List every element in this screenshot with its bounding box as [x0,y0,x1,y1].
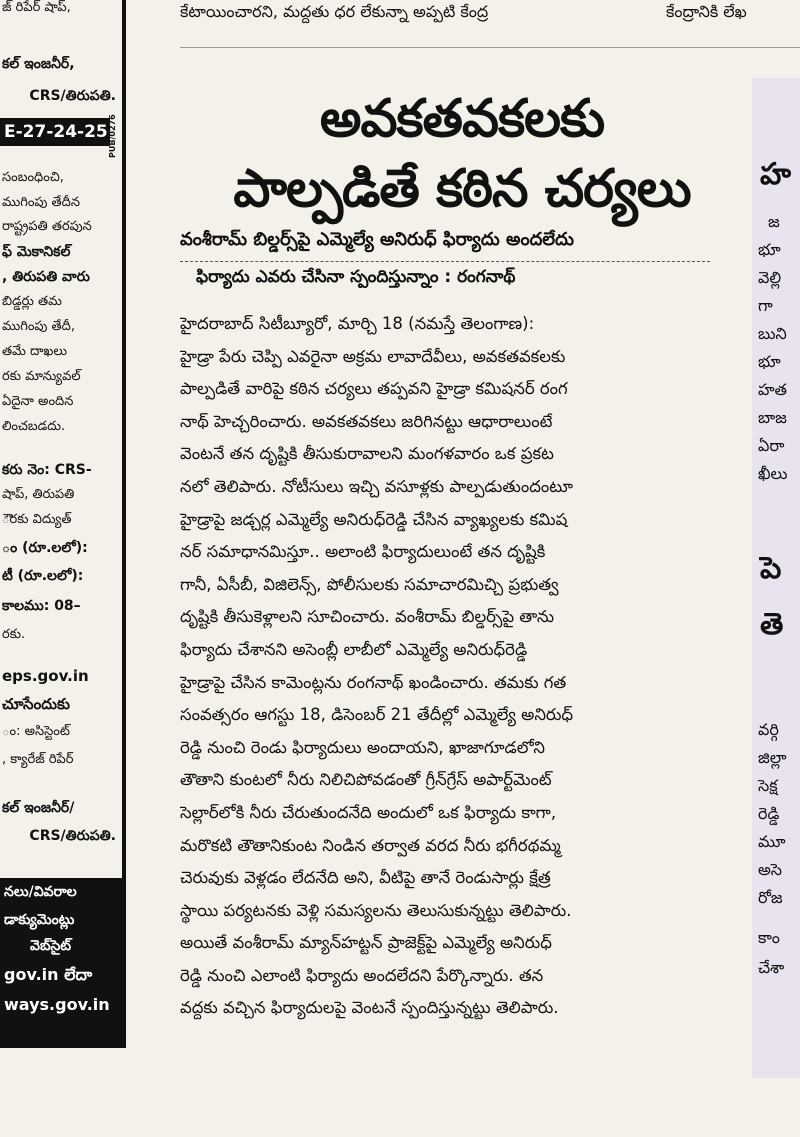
body-line: హైదరాబాద్ సిటీబ్యూరో, మార్చి 18 (నమస్తే తెలంగాణ): [180,314,535,333]
strip-text-left: కేటాయించారని, మద్దతు ధర లేకున్నా అప్పటి కేంద్ర [180,2,489,21]
body-line: మరొకటి తౌతానికుంట నిండిన తర్వాత వరద నీరు భగీరథమ్మ [180,835,561,855]
body-line: గానీ, ఏసీబీ, విజిలెన్స్, పోలీసులకు సమాచారమిచ్చి ప్రభుత్వ [180,574,559,594]
subheadline: వంశీరామ్ బిల్డర్స్‌పై ఎమ్మెల్యే అనిరుధ్ ఫిర్యాదు అందలేదు [180,229,574,250]
adjacent-line: రోజ [758,888,783,907]
body-line: రెడ్డి నుంచి ఎలాంటి ఫిర్యాదు అందలేదని పేర్కొన్నారు. తన [180,965,544,985]
notice-line: సంబంధించి, [2,170,64,185]
adjacent-line: ఏరా [758,436,785,455]
notice-line: కల్ ఇంజనీర్/ [2,800,75,816]
adjacent-line: జిల్లా [758,748,787,767]
quote-line: ఫిర్యాదు ఎవరు చేసినా స్పందిస్తున్నాం : రంగనాథ్ [196,267,516,287]
adjacent-line: హత [758,380,787,399]
body-line: ఫిర్యాదు చేశానని అసెంబ్లీ లాబీలో ఎమ్మెల్యే అనిరుధ్‌రెడ్డి [180,639,528,659]
headline-line-2: పాల్పడితే కఠిన చర్యలు [233,159,691,219]
body-line: సెల్లార్‌లోకి నీరు చేరుతుందనేది అందులో ఒక ఫిర్యాదు కాగా, [180,802,557,822]
strip-text-right: కేంద్రానికి లేఖ [666,2,747,21]
adjacent-line: వెల్లి [758,268,782,287]
adjacent-line: వర్గి [758,720,779,739]
body-line: నలో తెలిపారు. నోటీసులు ఇచ్చి వసూళ్లకు పాల్పడుతుందంటూ [180,476,574,496]
notice-line: , తిరుపతి వారు [2,269,90,285]
notice-line: ం: అసిస్టెంట్ [2,724,70,739]
adjacent-line: చేశా [758,958,785,977]
notice-line: రకు మాన్యువల్ [2,369,81,384]
notice-line: ం (రూ.లలో): [2,540,88,556]
adjacent-line: బుని [758,324,787,343]
adjacent-line: బాజ [758,408,787,427]
tender-notice-column [0,0,126,1048]
notice-line: కాలము: 08– [2,598,81,614]
adjacent-line: అసె [758,860,783,879]
top-divider [180,47,800,48]
body-line: నర్ సమాధానమిస్తూ.. అలాంటి ఫిర్యాదులుంటే తన దృష్టికి [180,542,546,562]
body-line: స్థాయి పర్యటనకు వెళ్లి సమస్యలను తెలుసుకున్నట్టు తెలిపారు. [180,900,572,920]
adjacent-line: ఖీలు [758,464,788,483]
body-line: రెడ్డి నుంచి రెండు ఫిర్యాదులు అందాయని, ఖాజాగూడలోని [180,737,545,757]
adjacent-line: భూ [758,352,781,371]
headline-line-1: అవకతవకలకు [319,89,605,149]
notice-line: CRS/తిరుపతి. [29,828,116,844]
notice-line: రాష్ట్రపతి తరపున [2,219,92,234]
body-line: పాల్పడితే వారిపై కఠిన చర్యలు తప్పవని హైడ్రా కమిషనర్ రంగ [180,379,568,399]
subhead-divider [180,261,710,262]
footer-line: నలు/వివరాల [4,884,77,900]
footer-line: డాక్యుమెంట్లు [4,912,75,928]
notice-footer-box [0,878,122,1048]
body-line: తౌతాని కుంటలో నీరు నిలిచిపోవడంతో గ్రీన్‌గ్రేస్ అపార్ట్‌మెంట్ [180,770,552,790]
notice-line: , క్యారేజ్ రిపేర్ [2,752,74,767]
body-line: నాథ్ హెచ్చరించారు. అవకతవకలు జరిగినట్టు ఆధారాలుంటే [180,411,553,431]
notice-line: ముగింపు తేదీ, [2,319,75,334]
notice-line: ౌరకు విద్యుత్ [2,512,72,527]
notice-line: ఏదైనా అందిన [2,394,74,409]
adjacent-line: రెడ్డి [758,804,780,823]
notice-line: రకు. [2,627,26,642]
body-line: వెంటనే తన దృష్టికి తీసుకురావాలని మంగళవారం ఒక ప్రకట [180,444,554,464]
adjacent-line: తె [760,607,784,642]
notice-line: లించబడదు. [2,419,66,434]
adjacent-line: గా [758,296,773,315]
adjacent-line: కాం [758,928,780,947]
notice-line: జ్ రిపేర్ షాప్, [2,0,71,15]
body-line: హైడ్రాపై చేసిన కామెంట్లను రంగనాథ్ ఖండించారు. తమకు గత [180,672,567,692]
notice-line: eps.gov.in [2,667,89,685]
adjacent-line: హ [760,157,791,192]
adjacent-story-column [752,78,800,1078]
body-line: అయితే వంశీరామ్ మ్యాన్‌హట్టన్ ప్రాజెక్ట్‌పై ఎమ్మెల్యే అనిరుధ్ [180,933,552,953]
adjacent-line: పె [760,551,782,586]
notice-line: కరు నెం: CRS- [2,462,92,478]
footer-line: gov.in లేదా [4,965,93,984]
body-line: హైడ్రాపై జడ్చర్ల ఎమ్మెల్యే అనిరుధ్‌రెడ్డి చేసిన వ్యాఖ్యలకు కమిష [180,509,568,529]
notice-line: టీ (రూ.లలో): [2,568,84,584]
article-body [180,308,715,1025]
notice-line: చూసేందుకు [2,695,70,713]
adjacent-line: భూ [758,240,781,259]
notice-line: కల్ ఇంజనీర్, [2,56,75,72]
body-line: హైడ్రా పేరు చెప్పి ఎవరైనా అక్రమ లావాదేవీలు, అవకతవకలకు [180,346,566,366]
body-line: దృష్టికి తీసుకెళ్లాలని సూచించారు. వంశీరామ్ బిల్డర్స్‌పై తాను [180,607,555,627]
notice-line: ఫ్ మెకానికల్ [2,244,71,260]
publication-code: PUB/0276 [108,114,117,158]
notice-line: షాప్, తిరుపతి [2,487,75,502]
adjacent-line: మూ [758,832,786,851]
previous-story-strip [180,2,800,28]
notice-line: ముగింపు తేదీన [2,195,80,210]
notice-line: తమే దాఖలు [2,344,68,359]
body-line: వద్దకు వచ్చిన ఫిర్యాదులపై వెంటనే స్పందిస్తున్నట్టు తెలిపారు. [180,998,559,1018]
tender-number: E-27-24-25 [0,118,110,146]
body-line: చెరువుకు వెళ్లడం లేదనేది అని, వీటిపై తానే రెండుసార్లు క్షేత్ర [180,868,551,888]
notice-line: బిడ్డర్లు తమ [2,294,62,309]
adjacent-line: సెక్ష [758,776,778,795]
footer-line: వెబ్‌సైట్ [30,938,72,954]
adjacent-line: జ [768,212,780,231]
body-line: సంవత్సరం ఆగస్టు 18, డిసెంబర్ 21 తేదీల్లో ఎమ్మెల్యే అనిరుధ్ [180,705,574,725]
notice-line: CRS/తిరుపతి. [29,88,116,104]
footer-line: ways.gov.in [4,995,110,1014]
